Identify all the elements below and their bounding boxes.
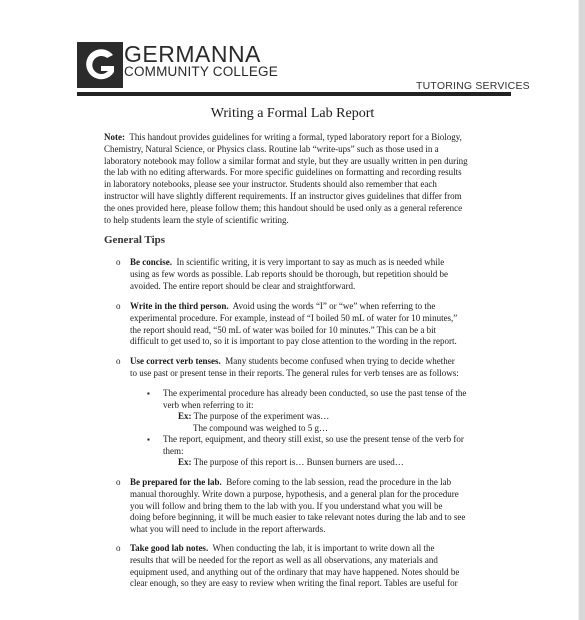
tip-third-person — [130, 301, 494, 348]
tip-title: Be prepared for the lab. — [130, 477, 222, 487]
bullet-circle-icon: o — [116, 257, 121, 267]
tip-line: Many students become confused when trying to decide whether — [225, 356, 455, 366]
bullet-square-icon: ▪ — [147, 435, 150, 444]
example-2 — [178, 457, 404, 469]
tip-line: experimental procedure. For example, instead of “I boiled 50 mL of water for 10 minutes,” — [130, 312, 458, 323]
tip-line: results that will be needed for the report as well as all observations, any materials and — [130, 554, 438, 565]
section-heading: General Tips — [104, 234, 166, 246]
tip-title: Be concise. — [130, 257, 172, 267]
note-line-1: Chemistry, Natural Science, or Physics class. Routine lab “write-ups” such as those used in a — [104, 143, 439, 154]
tip-line: Before coming to the lab session, read the procedure in the lab — [226, 477, 452, 487]
example-1 — [178, 411, 329, 423]
note-line-2: laboratory notebook may follow a similar format and style, but they are usually written in pen during — [104, 155, 468, 166]
note-line-6: the ones provided here, please follow them; this handout should be used only as a general reference — [104, 202, 463, 213]
ex-label: Ex: — [178, 411, 192, 421]
note-line — [104, 132, 490, 144]
tip-line: When conducting the lab, it is important to write down all the — [212, 543, 435, 553]
example-text: The purpose of the experiment was… — [193, 411, 330, 421]
tip-line: you will follow and bring them to the lab with you. If you understand what you will be — [130, 500, 443, 511]
tense-rule-past — [163, 388, 493, 412]
department-label: TUTORING SERVICES — [416, 80, 530, 92]
tip-line: Avoid using the words “I” or “we” when referring to the — [232, 301, 436, 311]
note-line-0: This handout provides guidelines for writing a formal, typed laboratory report for a Biology, — [129, 132, 462, 142]
note-label: Note: — [104, 132, 125, 142]
tip-concise — [130, 257, 494, 292]
bullet-circle-icon: o — [116, 477, 121, 487]
tip-line: equipment used, and anything out of the ordinary that may have happened. Notes should be — [130, 566, 460, 577]
tip-line: the report should read, “50 mL of water was boiled for 10 minutes.” This can be a bit — [130, 324, 437, 335]
tip-be-prepared — [130, 477, 494, 536]
note-line-5: instructor will have slightly different requirements. If an instructor gives guidelines that differ from — [104, 190, 462, 201]
tip-lab-notes — [130, 543, 494, 590]
germanna-logo-icon — [77, 42, 123, 88]
note-line-7: to help students learn the style of scientific writing. — [104, 214, 289, 225]
tip-line: to use past or present tense in their reports. The general rules for verb tenses are as follows: — [130, 367, 459, 378]
note-line-4: in laboratory notebooks, please see your instructor. Students should also remember that each — [104, 179, 437, 190]
example-text: The compound was weighed to 5 g… — [193, 423, 328, 433]
tip-line: In scientific writing, it is very important to say as much as is needed while — [176, 257, 445, 267]
tip-title: Write in the third person. — [130, 301, 229, 311]
tip-line: using as few words as possible. Lab reports should be thorough, but repetition should be — [130, 268, 448, 279]
document-title: Writing a Formal Lab Report — [210, 106, 375, 121]
tip-title: Use correct verb tenses. — [130, 356, 221, 366]
tip-line: doing before beginning, it will be much easier to take relevant notes during the lab and to see — [130, 512, 466, 523]
header-rule — [77, 92, 511, 96]
bullet-circle-icon: o — [116, 301, 121, 311]
note-paragraph — [104, 132, 490, 226]
tip-line: what you will need to include in the report afterwards. — [130, 524, 326, 535]
ex-label: Ex: — [178, 457, 192, 467]
tense-rule-line: The report, equipment, and theory still exist, so use the present tense of the verb for — [163, 434, 464, 444]
tense-rule-line: them: — [163, 445, 184, 456]
college-name: GERMANNA — [124, 41, 261, 67]
tip-verb-tenses — [130, 356, 494, 380]
tip-line: avoided. The entire report should be clear and straightforward. — [130, 280, 356, 291]
college-subtitle: COMMUNITY COLLEGE — [124, 64, 278, 79]
tense-rule-present — [163, 434, 493, 458]
bullet-circle-icon: o — [116, 356, 121, 366]
tip-line: clear enough, so they are easy to review when writing the final report. Tables are useful for — [130, 578, 458, 589]
example-text: The purpose of this report is… Bunsen burners are used… — [193, 457, 404, 467]
tense-rule-line: The experimental procedure has already been conducted, so use the past tense of the — [163, 388, 467, 398]
tip-title: Take good lab notes. — [130, 543, 209, 553]
bullet-circle-icon: o — [116, 543, 121, 553]
note-line-3: the lab with no editing afterwards. For more specific guidelines on formatting and recording results — [104, 167, 462, 178]
tip-line: difficult to get used to, so it is important to pay close attention to the wording in the report. — [130, 336, 457, 347]
tense-rule-line: verb when referring to it: — [163, 399, 254, 410]
page-edge — [579, 0, 585, 620]
tip-line: manual thoroughly. Write down a purpose, hypothesis, and a general plan for the procedure — [130, 488, 459, 499]
bullet-square-icon: ▪ — [147, 389, 150, 398]
